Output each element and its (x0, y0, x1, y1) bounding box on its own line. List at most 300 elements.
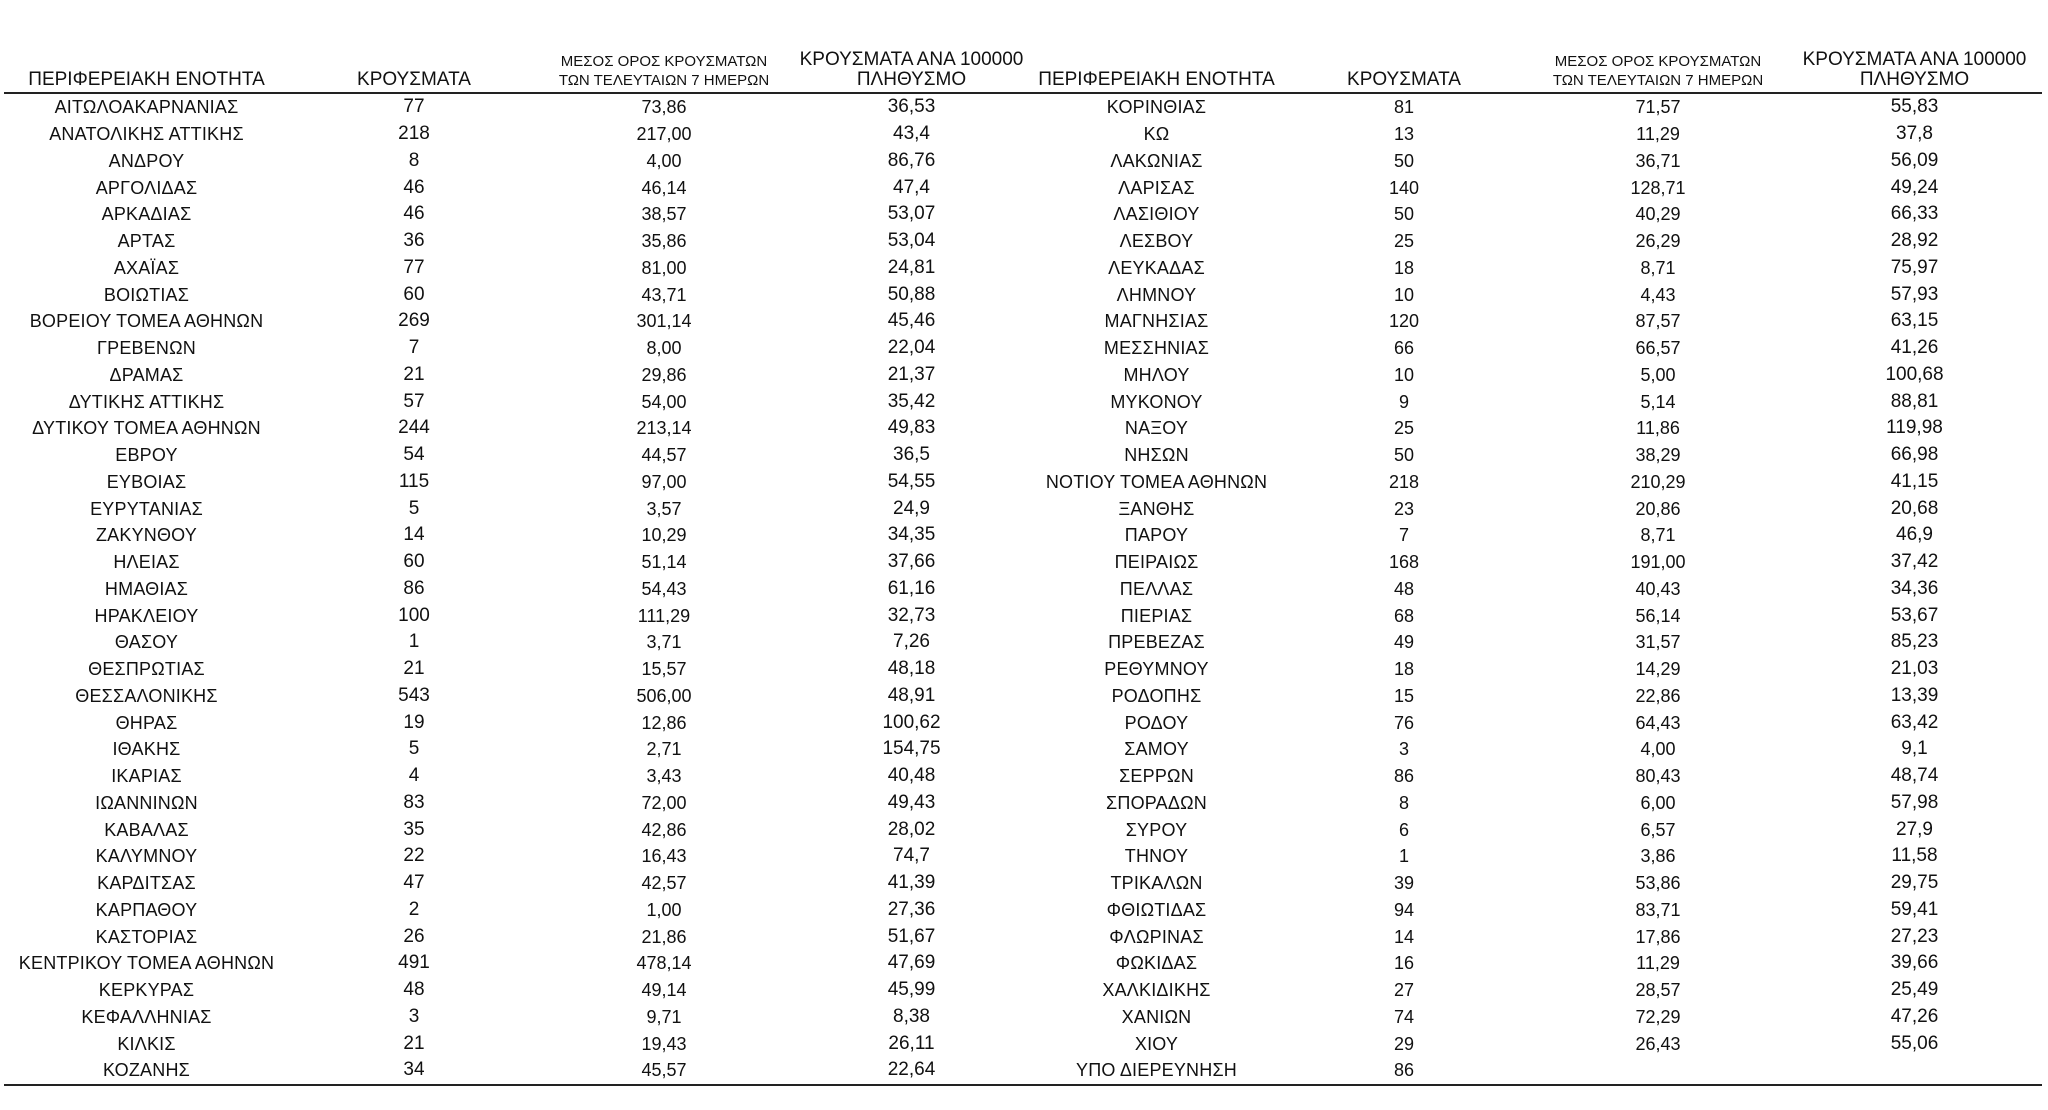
right-cases-value: 13 (1393, 124, 1415, 145)
left-per-100k-value: 35,42 (887, 390, 936, 412)
left-per-100k-value: 43,4 (893, 123, 930, 145)
right-region-name: ΝΗΣΩΝ (1124, 445, 1189, 466)
right-cases-value: 86 (1393, 766, 1415, 787)
right-cases-value: 120 (1388, 311, 1420, 332)
left-per-100k-value: 45,99 (887, 979, 936, 1001)
right-avg-7day-value: 14,29 (1635, 659, 1681, 680)
left-region-name: ΕΒΡΟΥ (115, 445, 178, 466)
left-cases-value: 21 (403, 658, 425, 680)
right-region-name: ΜΑΓΝΗΣΙΑΣ (1104, 311, 1209, 332)
left-per-100k-value: 49,83 (887, 417, 936, 439)
right-region-name: ΜΥΚΟΝΟΥ (1110, 391, 1203, 412)
left-avg-7day-value: 15,57 (641, 659, 687, 680)
left-avg-7day-value: 97,00 (641, 471, 687, 492)
table-row (4, 790, 2042, 817)
left-cases-value: 543 (398, 684, 430, 706)
right-region-name: ΣΠΟΡΑΔΩΝ (1106, 792, 1207, 813)
left-avg-7day-value: 111,29 (637, 605, 691, 626)
left-avg-7day-value: 35,86 (641, 231, 687, 252)
header-avg-right (1529, 42, 1787, 93)
left-avg-7day-value: 478,14 (636, 953, 692, 974)
right-per-100k-value (1787, 1057, 2042, 1085)
right-avg-7day-value: 20,86 (1635, 498, 1681, 519)
table-row (4, 870, 2042, 897)
left-per-100k-value: 7,26 (893, 631, 930, 653)
header-per-left (789, 42, 1034, 93)
table-row (4, 442, 2042, 469)
left-per-100k-value: 74,7 (893, 845, 930, 867)
left-per-100k-value: 32,73 (887, 604, 936, 626)
right-per-100k-value: 47,26 (1890, 1005, 1939, 1027)
left-per-100k-value: 28,02 (887, 818, 936, 840)
left-avg-7day-value: 29,86 (641, 364, 687, 385)
table-row (4, 522, 2042, 549)
right-cases-value: 27 (1393, 980, 1415, 1001)
right-region-name: ΧΙΟΥ (1134, 1033, 1179, 1054)
left-avg-7day-value: 46,14 (641, 177, 687, 198)
header-per-left-line1: ΚΡΟΥΣΜΑΤΑ ΑΝΑ 100000 (799, 49, 1024, 70)
table-row (4, 656, 2042, 683)
left-avg-7day-value: 54,43 (641, 578, 687, 599)
right-cases-value: 74 (1393, 1006, 1415, 1027)
left-cases-value: 100 (398, 604, 430, 626)
left-per-100k-value: 154,75 (882, 738, 941, 760)
right-region-name: ΣΥΡΟΥ (1125, 819, 1188, 840)
right-per-100k-value: 11,58 (1891, 845, 1938, 867)
left-region-name: ΘΕΣΠΡΩΤΙΑΣ (88, 659, 205, 680)
left-avg-7day-value: 213,14 (636, 418, 692, 439)
left-avg-7day-value: 43,71 (641, 284, 687, 305)
right-per-100k-value: 41,26 (1890, 337, 1939, 359)
left-avg-7day-value: 21,86 (641, 926, 687, 947)
header-cases-left (289, 42, 539, 93)
left-region-name: ΚΙΛΚΙΣ (117, 1033, 176, 1054)
left-cases-value: 46 (403, 203, 425, 225)
right-avg-7day-value: 128,71 (1630, 177, 1686, 198)
right-per-100k-value: 88,81 (1890, 390, 1939, 412)
left-region-name: ΑΝΑΤΟΛΙΚΗΣ ΑΤΤΙΚΗΣ (49, 124, 244, 145)
left-cases-value: 4 (408, 765, 420, 787)
right-avg-7day-value: 40,43 (1635, 578, 1681, 599)
left-cases-value: 83 (403, 791, 425, 813)
left-per-100k-value: 36,5 (893, 444, 930, 466)
left-region-name: ΗΛΕΙΑΣ (113, 552, 180, 573)
right-region-name: ΤΡΙΚΑΛΩΝ (1110, 873, 1203, 894)
left-region-name: ΚΑΡΠΑΘΟΥ (95, 899, 198, 920)
regional-cases-table (4, 42, 2042, 1086)
left-cases-value: 47 (403, 872, 425, 894)
table-row (4, 255, 2042, 282)
right-cases-value: 39 (1393, 873, 1415, 894)
right-per-100k-value: 56,09 (1890, 149, 1939, 171)
right-per-100k-value: 63,42 (1890, 711, 1939, 733)
left-cases-value: 218 (398, 123, 430, 145)
left-region-name: ΑΡΚΑΔΙΑΣ (101, 204, 192, 225)
left-cases-value: 86 (403, 577, 425, 599)
header-region-left-text: ΠΕΡΙΦΕΡΕΙΑΚΗ ΕΝΟΤΗΤΑ (28, 69, 265, 90)
left-avg-7day-value: 4,00 (646, 150, 682, 171)
table-row (4, 923, 2042, 950)
left-cases-value: 269 (398, 310, 430, 332)
left-region-name: ΘΗΡΑΣ (115, 712, 178, 733)
table-header (4, 42, 2042, 93)
left-avg-7day-value: 54,00 (641, 391, 687, 412)
left-avg-7day-value: 1,00 (646, 899, 682, 920)
right-cases-value: 50 (1393, 445, 1415, 466)
right-region-name: ΠΕΙΡΑΙΩΣ (1114, 552, 1199, 573)
table-row (4, 201, 2042, 228)
left-cases-value: 54 (403, 444, 425, 466)
right-region-name: ΦΩΚΙΔΑΣ (1115, 953, 1198, 974)
left-cases-value: 46 (403, 176, 425, 198)
right-per-100k-value: 119,98 (1886, 417, 1943, 439)
right-cases-value: 3 (1398, 739, 1409, 760)
right-per-100k-value: 85,23 (1890, 631, 1939, 653)
left-region-name: ΘΑΣΟΥ (114, 632, 179, 653)
right-region-name: ΥΠΟ ΔΙΕΡΕΥΝΗΣΗ (1034, 1057, 1279, 1085)
right-region-name: ΛΑΡΙΣΑΣ (1118, 177, 1195, 198)
right-cases-value: 66 (1393, 338, 1415, 359)
right-region-name: ΣΑΜΟΥ (1124, 739, 1189, 760)
table-row (4, 683, 2042, 710)
right-region-name: ΡΕΘΥΜΝΟΥ (1104, 659, 1209, 680)
left-per-100k-value: 36,53 (887, 96, 936, 118)
table-row (4, 495, 2042, 522)
right-avg-7day-value: 11,86 (1636, 418, 1680, 439)
left-avg-7day-value: 72,00 (641, 792, 687, 813)
left-avg-7day-value: 12,86 (641, 712, 687, 733)
right-region-name: ΝΑΞΟΥ (1124, 418, 1189, 439)
right-avg-7day-value: 53,86 (1635, 873, 1681, 894)
right-cases-value: 15 (1393, 685, 1415, 706)
right-cases-value: 50 (1393, 204, 1415, 225)
table-row (4, 763, 2042, 790)
left-region-name: ΑΝΔΡΟΥ (108, 150, 185, 171)
left-region-name: ΗΡΑΚΛΕΙΟΥ (94, 605, 199, 626)
right-region-name: ΚΩ (1143, 124, 1170, 145)
right-avg-7day-value: 38,29 (1635, 445, 1681, 466)
right-avg-7day-value: 80,43 (1635, 766, 1681, 787)
left-avg-7day-value: 16,43 (641, 846, 687, 867)
left-cases-value: 48 (403, 979, 425, 1001)
left-cases-value: 77 (403, 256, 425, 278)
left-cases-value: 36 (403, 230, 425, 252)
left-cases-value: 1 (408, 631, 420, 653)
right-per-100k-value: 37,42 (1890, 551, 1939, 573)
left-avg-7day-value: 38,57 (641, 204, 687, 225)
right-cases-value: 6 (1398, 819, 1409, 840)
right-cases-value: 48 (1393, 578, 1415, 599)
header-region-right (1034, 42, 1279, 93)
header-region-left (4, 42, 289, 93)
left-avg-7day-value: 81,00 (641, 257, 687, 278)
left-per-100k-value: 24,9 (893, 497, 930, 519)
right-region-name: ΠΑΡΟΥ (1124, 525, 1189, 546)
left-region-name: ΑΡΓΟΛΙΔΑΣ (95, 177, 198, 198)
right-region-name: ΞΑΝΘΗΣ (1118, 498, 1195, 519)
left-per-100k-value: 22,64 (789, 1057, 1034, 1085)
header-per-right-line1: ΚΡΟΥΣΜΑΤΑ ΑΝΑ 100000 (1802, 49, 2027, 70)
header-row (4, 42, 2042, 93)
header-per-right-line2: ΠΛΗΘΥΣΜΟ (1859, 69, 1970, 90)
right-avg-7day-value: 11,29 (1636, 953, 1680, 974)
table-row (4, 174, 2042, 201)
header-avg-right-line1: ΜΕΣΟΣ ΟΡΟΣ ΚΡΟΥΣΜΑΤΩΝ (1554, 53, 1762, 70)
left-cases-value: 22 (403, 845, 425, 867)
left-avg-7day-value: 217,00 (636, 124, 692, 145)
table-row (4, 1030, 2042, 1057)
left-region-name: ΓΡΕΒΕΝΩΝ (97, 338, 196, 359)
right-avg-7day-value: 8,71 (1640, 257, 1676, 278)
right-region-name: ΠΡΕΒΕΖΑΣ (1108, 632, 1205, 653)
right-per-100k-value: 100,68 (1885, 363, 1944, 385)
right-avg-7day-value: 17,86 (1635, 926, 1681, 947)
right-per-100k-value: 57,93 (1890, 283, 1939, 305)
right-cases-value: 16 (1393, 953, 1415, 974)
left-region-name: ΚΑΛΥΜΝΟΥ (95, 846, 198, 867)
right-per-100k-value: 9,1 (1901, 738, 1928, 760)
left-avg-7day-value: 3,71 (646, 632, 682, 653)
left-avg-7day-value: 51,14 (641, 552, 687, 573)
right-cases-value: 14 (1393, 926, 1415, 947)
right-per-100k-value: 20,68 (1890, 497, 1939, 519)
right-region-name: ΡΟΔΟΠΗΣ (1111, 685, 1202, 706)
right-cases-value: 94 (1393, 899, 1415, 920)
right-avg-7day-value: 4,43 (1640, 284, 1676, 305)
left-per-100k-value: 47,4 (893, 176, 930, 198)
right-per-100k-value: 29,75 (1890, 872, 1939, 894)
left-cases-value: 14 (403, 524, 425, 546)
left-cases-value: 57 (403, 390, 425, 412)
left-region-name: ΚΟΖΑΝΗΣ (4, 1057, 289, 1085)
left-cases-value: 21 (403, 1032, 425, 1054)
right-cases-value: 18 (1393, 257, 1415, 278)
left-per-100k-value: 34,35 (887, 524, 936, 546)
left-per-100k-value: 61,16 (887, 577, 936, 599)
left-cases-value: 60 (403, 551, 425, 573)
right-per-100k-value: 41,15 (1890, 470, 1939, 492)
right-avg-7day-value: 26,43 (1635, 1033, 1681, 1054)
header-cases-right-text: ΚΡΟΥΣΜΑΤΑ (1347, 69, 1461, 90)
right-region-name: ΛΕΣΒΟΥ (1119, 231, 1194, 252)
left-cases-value: 244 (398, 417, 430, 439)
table-row (4, 977, 2042, 1004)
left-avg-7day-value: 44,57 (641, 445, 687, 466)
right-per-100k-value: 27,9 (1896, 818, 1933, 840)
table-row (4, 549, 2042, 576)
left-per-100k-value: 27,36 (887, 898, 936, 920)
right-avg-7day-value: 191,00 (1630, 552, 1686, 573)
right-cases-value: 10 (1393, 364, 1415, 385)
left-avg-7day-value: 45,57 (539, 1057, 789, 1085)
table-row (4, 308, 2042, 335)
left-cases-value: 7 (408, 337, 420, 359)
right-per-100k-value: 75,97 (1890, 256, 1939, 278)
right-region-name: ΣΕΡΡΩΝ (1119, 766, 1194, 787)
header-avg-right-line2: ΤΩΝ ΤΕΛΕΥΤΑΙΩΝ 7 ΗΜΕΡΩΝ (1552, 72, 1764, 89)
right-per-100k-value: 66,98 (1890, 444, 1939, 466)
header-avg-left-line1: ΜΕΣΟΣ ΟΡΟΣ ΚΡΟΥΣΜΑΤΩΝ (560, 53, 768, 70)
left-cases-value: 3 (408, 1005, 420, 1027)
left-per-100k-value: 47,69 (887, 952, 936, 974)
table-row (4, 415, 2042, 442)
right-avg-7day-value: 210,29 (1630, 471, 1686, 492)
right-region-name: ΜΕΣΣΗΝΙΑΣ (1103, 338, 1210, 359)
right-cases-value: 9 (1398, 391, 1409, 412)
left-avg-7day-value: 19,43 (641, 1033, 687, 1054)
table-row (4, 1057, 2042, 1085)
right-avg-7day-value: 83,71 (1635, 899, 1681, 920)
left-region-name: ΙΚΑΡΙΑΣ (111, 766, 182, 787)
left-per-100k-value: 48,91 (887, 684, 936, 706)
left-cases-value: 8 (408, 149, 420, 171)
table-row (4, 148, 2042, 175)
header-cases-left-text: ΚΡΟΥΣΜΑΤΑ (357, 69, 471, 90)
right-region-name: ΛΗΜΝΟΥ (1116, 284, 1197, 305)
left-avg-7day-value: 9,71 (646, 1006, 682, 1027)
right-avg-7day-value: 72,29 (1635, 1006, 1681, 1027)
right-region-name: ΛΑΚΩΝΙΑΣ (1110, 150, 1203, 171)
left-avg-7day-value: 73,86 (641, 97, 687, 118)
left-region-name: ΚΕΦΑΛΛΗΝΙΑΣ (81, 1006, 212, 1027)
table-row (4, 950, 2042, 977)
right-per-100k-value: 39,66 (1890, 952, 1939, 974)
header-per-left-line2: ΠΛΗΘΥΣΜΟ (856, 69, 967, 90)
table-row (4, 469, 2042, 496)
left-per-100k-value: 53,07 (887, 203, 936, 225)
right-avg-7day-value: 87,57 (1635, 311, 1681, 332)
right-region-name: ΜΗΛΟΥ (1123, 364, 1190, 385)
table-row (4, 93, 2042, 121)
right-region-name: ΚΟΡΙΝΘΙΑΣ (1106, 97, 1207, 118)
left-region-name: ΕΥΡΥΤΑΝΙΑΣ (90, 498, 203, 519)
header-region-right-text: ΠΕΡΙΦΕΡΕΙΑΚΗ ΕΝΟΤΗΤΑ (1038, 69, 1275, 90)
left-per-100k-value: 53,04 (887, 230, 936, 252)
left-region-name: ΚΑΒΑΛΑΣ (104, 819, 189, 840)
left-avg-7day-value: 3,57 (646, 498, 682, 519)
right-region-name: ΠΙΕΡΙΑΣ (1120, 605, 1193, 626)
table-row (4, 228, 2042, 255)
right-avg-7day-value: 64,43 (1635, 712, 1681, 733)
right-cases-value: 7 (1398, 525, 1409, 546)
left-per-100k-value: 51,67 (887, 925, 936, 947)
right-avg-7day-value: 31,57 (1635, 632, 1681, 653)
right-per-100k-value: 53,67 (1890, 604, 1939, 626)
left-cases-value: 5 (408, 738, 420, 760)
left-per-100k-value: 100,62 (882, 711, 941, 733)
left-avg-7day-value: 2,71 (646, 739, 682, 760)
left-cases-value: 2 (408, 898, 420, 920)
left-region-name: ΔΥΤΙΚΗΣ ΑΤΤΙΚΗΣ (68, 391, 225, 412)
right-avg-7day-value: 40,29 (1635, 204, 1681, 225)
right-avg-7day-value: 26,29 (1635, 231, 1681, 252)
left-avg-7day-value: 301,14 (636, 311, 692, 332)
left-cases-value: 115 (398, 470, 430, 492)
left-cases-value: 19 (403, 711, 425, 733)
right-cases-value: 86 (1279, 1057, 1529, 1085)
left-avg-7day-value: 42,86 (641, 819, 687, 840)
right-avg-7day-value: 8,71 (1640, 525, 1676, 546)
left-cases-value: 60 (403, 283, 425, 305)
table-row (4, 709, 2042, 736)
table-row (4, 629, 2042, 656)
right-per-100k-value: 21,03 (1890, 658, 1939, 680)
left-per-100k-value: 24,81 (887, 256, 936, 278)
right-avg-7day-value: 5,00 (1640, 364, 1676, 385)
right-region-name: ΦΛΩΡΙΝΑΣ (1109, 926, 1204, 947)
left-per-100k-value: 49,43 (887, 791, 936, 813)
right-avg-7day-value: 66,57 (1635, 338, 1681, 359)
left-cases-value: 21 (403, 363, 425, 385)
right-cases-value: 25 (1393, 418, 1415, 439)
right-per-100k-value: 66,33 (1890, 203, 1939, 225)
table-row (4, 362, 2042, 389)
right-cases-value: 1 (1398, 846, 1409, 867)
header-avg-left-line2: ΤΩΝ ΤΕΛΕΥΤΑΙΩΝ 7 ΗΜΕΡΩΝ (558, 72, 770, 89)
right-avg-7day-value: 11,29 (1636, 124, 1680, 145)
table-row (4, 736, 2042, 763)
table-row (4, 335, 2042, 362)
left-region-name: ΗΜΑΘΙΑΣ (104, 578, 189, 599)
right-cases-value: 29 (1393, 1033, 1415, 1054)
right-per-100k-value: 34,36 (1890, 577, 1939, 599)
right-cases-value: 49 (1393, 632, 1415, 653)
header-cases-right (1279, 42, 1529, 93)
right-per-100k-value: 55,06 (1890, 1032, 1939, 1054)
table-row (4, 388, 2042, 415)
left-region-name: ΚΑΣΤΟΡΙΑΣ (95, 926, 198, 947)
left-region-name: ΚΕΝΤΡΙΚΟΥ ΤΟΜΕΑ ΑΘΗΝΩΝ (18, 953, 275, 974)
table-row (4, 121, 2042, 148)
right-per-100k-value: 46,9 (1896, 524, 1933, 546)
left-per-100k-value: 37,66 (887, 551, 936, 573)
right-cases-value: 8 (1398, 792, 1409, 813)
right-region-name: ΧΑΛΚΙΔΙΚΗΣ (1102, 980, 1211, 1001)
left-region-name: ΑΙΤΩΛΟΑΚΑΡΝΑΝΙΑΣ (54, 97, 239, 118)
left-region-name: ΖΑΚΥΝΘΟΥ (95, 525, 198, 546)
right-cases-value: 81 (1393, 97, 1415, 118)
right-per-100k-value: 37,8 (1896, 123, 1933, 145)
table-row (4, 1004, 2042, 1031)
left-avg-7day-value: 8,00 (646, 338, 682, 359)
left-region-name: ΚΕΡΚΥΡΑΣ (98, 980, 195, 1001)
left-per-100k-value: 54,55 (887, 470, 936, 492)
left-cases-value: 26 (403, 925, 425, 947)
right-per-100k-value: 28,92 (1890, 230, 1939, 252)
right-avg-7day-value (1529, 1057, 1787, 1085)
left-per-100k-value: 40,48 (887, 765, 936, 787)
left-cases-value: 77 (403, 96, 425, 118)
right-per-100k-value: 49,24 (1890, 176, 1939, 198)
right-region-name: ΡΟΔΟΥ (1124, 712, 1189, 733)
right-avg-7day-value: 6,00 (1640, 792, 1676, 813)
right-cases-value: 168 (1388, 552, 1420, 573)
right-avg-7day-value: 71,57 (1635, 97, 1681, 118)
left-per-100k-value: 8,38 (893, 1005, 930, 1027)
table-row (4, 576, 2042, 603)
right-avg-7day-value: 6,57 (1640, 819, 1676, 840)
right-per-100k-value: 55,83 (1890, 96, 1939, 118)
left-cases-value: 34 (289, 1057, 539, 1085)
table-row (4, 843, 2042, 870)
left-region-name: ΒΟΙΩΤΙΑΣ (103, 284, 190, 305)
right-per-100k-value: 13,39 (1890, 684, 1939, 706)
left-region-name: ΒΟΡΕΙΟΥ ΤΟΜΕΑ ΑΘΗΝΩΝ (29, 311, 264, 332)
right-region-name: ΦΘΙΩΤΙΔΑΣ (1106, 899, 1207, 920)
right-cases-value: 218 (1388, 471, 1420, 492)
left-per-100k-value: 41,39 (887, 872, 936, 894)
right-avg-7day-value: 36,71 (1635, 150, 1681, 171)
